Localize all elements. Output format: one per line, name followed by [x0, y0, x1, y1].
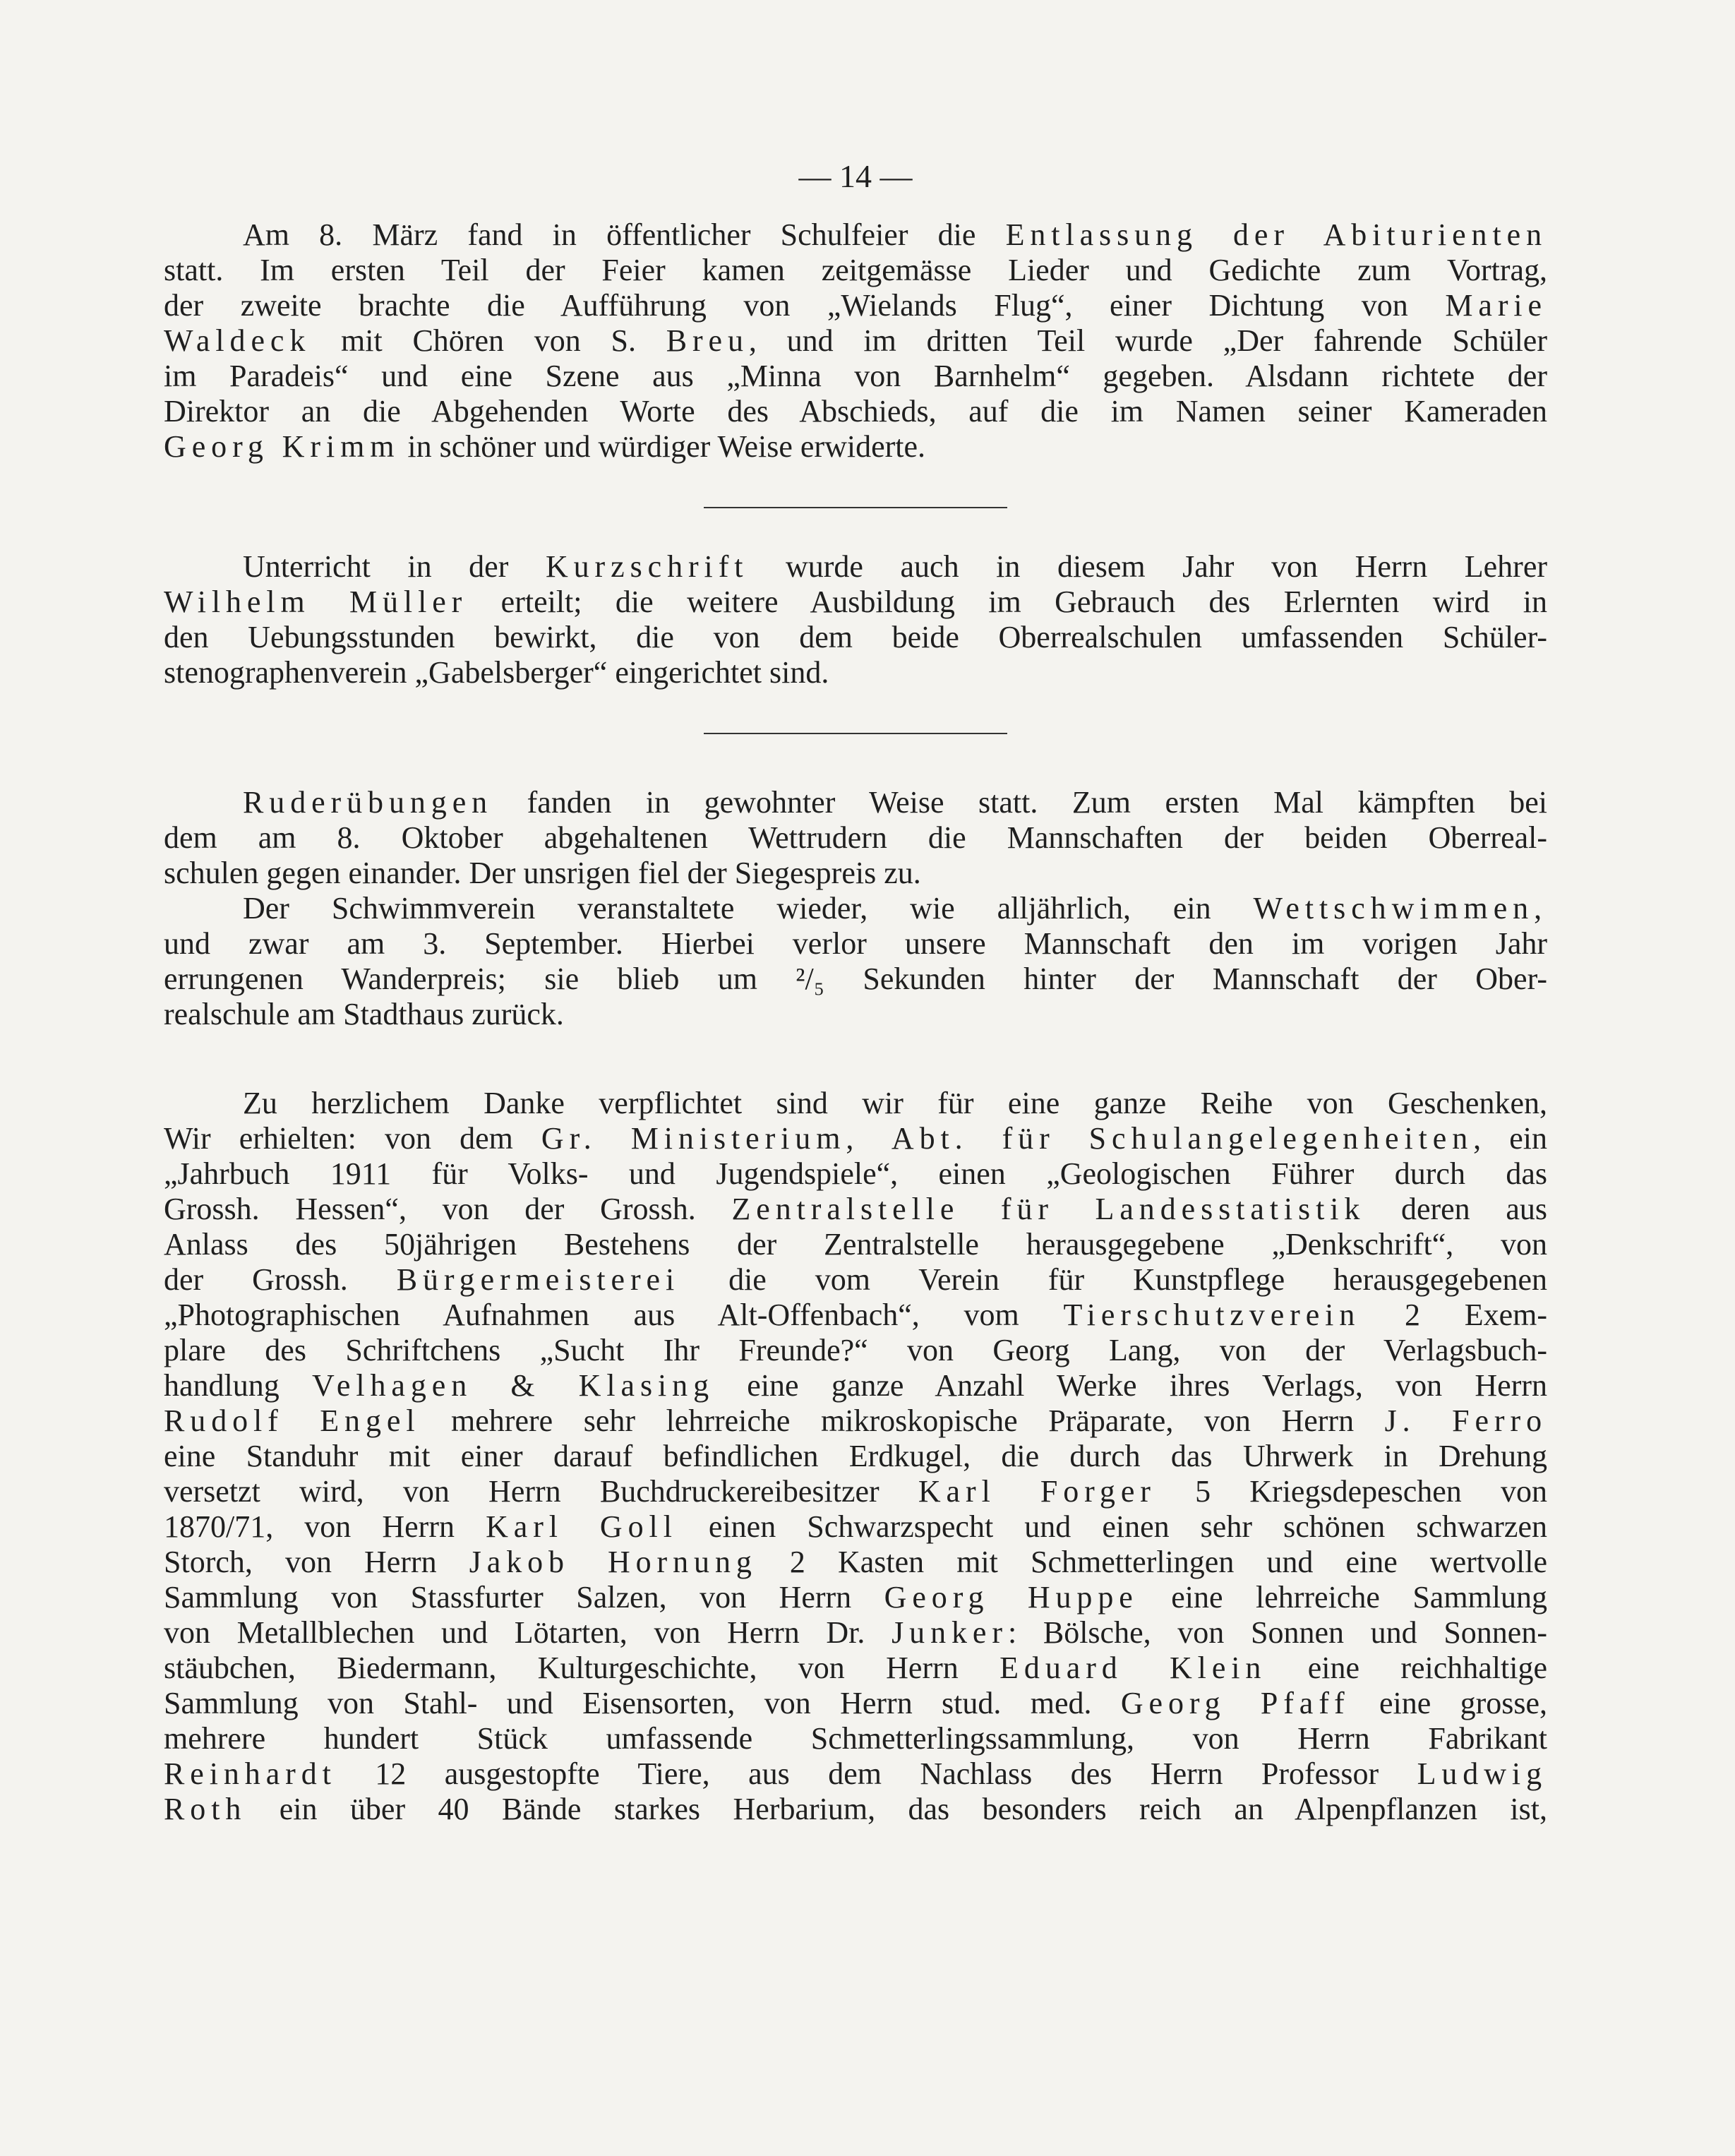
paragraph-abitur: [164, 217, 1547, 465]
text-line: mehrere hundert Stück umfassende Schmetterlingssammlung, von Herrn Fabrikant: [164, 1721, 1547, 1756]
text-line: Unterricht in der Kurzschrift wurde auch in diesem Jahr von Herrn Lehrer: [243, 549, 1547, 584]
spaced-emphasis: Wilhelm Müller: [164, 585, 468, 619]
spaced-emphasis: Karl Goll: [486, 1509, 678, 1544]
paragraph-kurzschrift: [164, 549, 1547, 690]
spaced-emphasis: Gr. Ministerium, Abt. für Schulangelegenheiten: [541, 1121, 1474, 1156]
text-line: Rudolf Engel mehrere sehr lehrreiche mikroskopische Präparate, von Herrn J. Ferro: [164, 1403, 1547, 1438]
text-line: Anlass des 50jährigen Bestehens der Zentralstelle herausgegebene „Denkschrift“, von: [164, 1227, 1547, 1262]
text-line: Grossh. Hessen“, von der Grossh. Zentralstelle für Landesstatistik deren aus: [164, 1192, 1547, 1226]
text-line: im Paradeis“ und eine Szene aus „Minna von Barnhelm“ gegeben. Alsdann richtete der: [164, 359, 1547, 393]
spaced-emphasis: Wettschwimmen,: [1253, 891, 1547, 926]
text-line: Wilhelm Müller erteilt; die weitere Ausbildung im Gebrauch des Erlernten wird in: [164, 585, 1547, 619]
text-line: Sammlung von Stassfurter Salzen, von Herrn Georg Huppe eine lehrreiche Sammlung: [164, 1580, 1547, 1615]
spaced-emphasis: Velhagen & Klasing: [312, 1368, 714, 1403]
spaced-emphasis: Jakob Hornung: [469, 1545, 757, 1579]
text-line: „Photographischen Aufnahmen aus Alt-Offenbach“, vom Tierschutzverein 2 Exem-: [164, 1298, 1547, 1332]
spaced-emphasis: Waldeck: [164, 323, 311, 358]
spaced-emphasis: Eduard Klein: [999, 1651, 1267, 1685]
text-line: von Metallblechen und Lötarten, von Herrn Dr. Junker: Bölsche, von Sonnen und Sonnen-: [164, 1615, 1547, 1650]
spaced-emphasis: Breu: [666, 323, 749, 358]
text-line: Storch, von Herrn Jakob Hornung 2 Kasten mit Schmetterlingen und eine wertvolle: [164, 1545, 1547, 1579]
text-line: 1870/71, von Herrn Karl Goll einen Schwarzspecht und einen sehr schönen schwarzen: [164, 1509, 1547, 1544]
text-line: eine Standuhr mit einer darauf befindlichen Erdkugel, die durch das Uhrwerk in Drehung: [164, 1439, 1547, 1473]
spaced-emphasis: Entlassung der Abiturienten: [1005, 217, 1547, 252]
document-page: [164, 141, 1547, 2118]
text-line: „Jahrbuch 1911 für Volks- und Jugendspiele“, einen „Geologischen Führer durch das: [164, 1156, 1547, 1191]
text-line: Ruderübungen fanden in gewohnter Weise statt. Zum ersten Mal kämpften bei: [243, 785, 1547, 820]
spaced-emphasis: Zentralstelle für Landesstatistik: [731, 1192, 1366, 1226]
text-line: Am 8. März fand in öffentlicher Schulfeier die Entlassung der Abiturienten: [243, 217, 1547, 252]
text-line: Der Schwimmverein veranstaltete wieder, wie alljährlich, ein Wettschwimmen,: [243, 891, 1547, 926]
text-line: errungenen Wanderpreis; sie blieb um ²/₅ Sekunden hinter der Mannschaft der Ober-: [164, 962, 1547, 996]
text-line: statt. Im ersten Teil der Feier kamen zeitgemässe Lieder und Gedichte zum Vortrag,: [164, 253, 1547, 287]
text-line: Sammlung von Stahl- und Eisensorten, von Herrn stud. med. Georg Pfaff eine grosse,: [164, 1686, 1547, 1720]
spaced-emphasis: Georg Krimm: [164, 429, 400, 464]
spaced-emphasis: Rudolf Engel: [164, 1403, 421, 1438]
spaced-emphasis: Marie: [1445, 288, 1547, 323]
text-line: Reinhardt 12 ausgestopfte Tiere, aus dem Nachlass des Herrn Professor Ludwig: [164, 1756, 1547, 1791]
text-line: dem am 8. Oktober abgehaltenen Wettrudern die Mannschaften der beiden Oberreal-: [164, 820, 1547, 855]
text-line: realschule am Stadthaus zurück.: [164, 997, 564, 1031]
spaced-emphasis: Georg Huppe: [884, 1580, 1139, 1615]
spaced-emphasis: Ludwig: [1417, 1756, 1547, 1791]
text-line: Direktor an die Abgehenden Worte des Abschieds, auf die im Namen seiner Kameraden: [164, 394, 1547, 429]
paragraph-ruder: [164, 785, 1547, 891]
paragraph-dank: [164, 1086, 1547, 1827]
text-line: den Uebungsstunden bewirkt, die von dem beide Oberrealschulen umfassenden Schüler-: [164, 620, 1547, 654]
text-line: der zweite brachte die Aufführung von „Wielands Flug“, einer Dichtung von Marie: [164, 288, 1547, 323]
text-line: stäubchen, Biedermann, Kulturgeschichte, von Herrn Eduard Klein eine reichhaltige: [164, 1651, 1547, 1685]
text-line: versetzt wird, von Herrn Buchdruckereibesitzer Karl Forger 5 Kriegsdepeschen von: [164, 1474, 1547, 1509]
text-line: Waldeck mit Chören von S. Breu, und im dritten Teil wurde „Der fahrende Schüler: [164, 323, 1547, 358]
spaced-emphasis: Tierschutzverein: [1063, 1298, 1361, 1332]
text-line: Zu herzlichem Danke verpflichtet sind wir für eine ganze Reihe von Geschenken,: [243, 1086, 1547, 1120]
text-line: und zwar am 3. September. Hierbei verlor unsere Mannschaft den im vorigen Jahr: [164, 926, 1547, 961]
text-line: Georg Krimm in schöner und würdiger Weise erwiderte.: [164, 429, 926, 464]
spaced-emphasis: Reinhardt: [164, 1756, 337, 1791]
spaced-emphasis: Georg Pfaff: [1120, 1686, 1350, 1720]
spaced-emphasis: Junker: [891, 1615, 1008, 1650]
text-line: Roth ein über 40 Bände starkes Herbarium, das besonders reich an Alpenpflanzen ist,: [164, 1792, 1547, 1826]
text-line: der Grossh. Bürgermeisterei die vom Verein für Kunstpflege herausgegebenen: [164, 1262, 1547, 1297]
text-line: plare des Schriftchens „Sucht Ihr Freunde?“ von Georg Lang, von der Verlagsbuch-: [164, 1333, 1547, 1367]
text-line: stenographenverein „Gabelsberger“ eingerichtet sind.: [164, 655, 829, 690]
spaced-emphasis: Kurzschrift: [545, 549, 749, 584]
spaced-emphasis: J. Ferro: [1384, 1403, 1547, 1438]
spaced-emphasis: Bürgermeisterei: [396, 1262, 680, 1297]
text-line: Wir erhielten: von dem Gr. Ministerium, Abt. für Schulangelegenheiten, ein: [164, 1121, 1547, 1156]
spaced-emphasis: Roth: [164, 1792, 247, 1826]
text-line: schulen gegen einander. Der unsrigen fiel der Siegespreis zu.: [164, 856, 921, 890]
spaced-emphasis: Ruderübungen: [243, 785, 493, 820]
text-line: handlung Velhagen & Klasing eine ganze Anzahl Werke ihres Verlags, von Herrn: [164, 1368, 1547, 1403]
paragraph-schwimm: [164, 891, 1547, 1032]
spaced-emphasis: Karl Forger: [918, 1474, 1156, 1509]
page-number: — 14 —: [798, 158, 913, 194]
